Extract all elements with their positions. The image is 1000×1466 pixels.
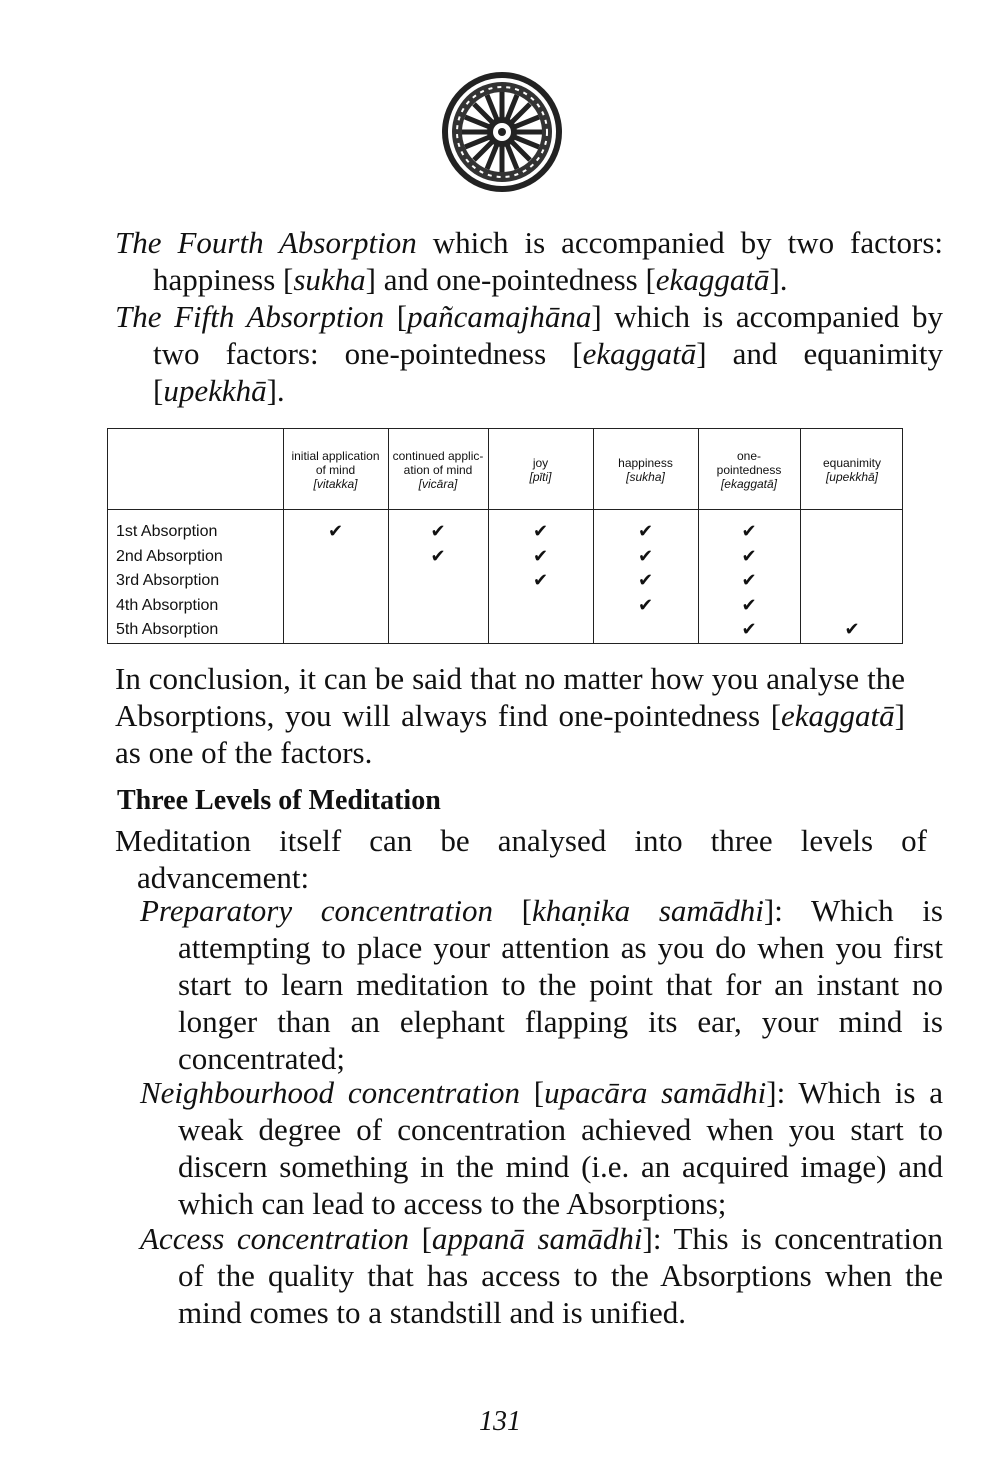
conclusion-paragraph: In conclusion, it can be said that no matter how you analyse the Absorptions, you will always find one-pointedness [ekaggatā] as one of the factors. [115, 661, 905, 770]
factor-header-pali: [vitakka] [313, 477, 358, 491]
section-heading: Three Levels of Meditation [117, 785, 441, 816]
fifth-absorption-paragraph: The Fifth Absorption [pañcamajhāna] which is accompanied by two factors: one-pointedness [ekaggatā] and equanimity [upekkhā]. [115, 299, 944, 408]
absorption-row-label: 2nd Absorption [116, 547, 223, 565]
check-mark-icon: ✔ [637, 521, 654, 542]
factor-header-text: of mind [315, 463, 356, 477]
check-mark-icon: ✔ [637, 570, 654, 591]
factor-header [488, 435, 593, 505]
check-mark-icon: ✔ [532, 521, 549, 542]
factor-header-text: continued applic- [392, 449, 484, 463]
check-mark-icon: ✔ [430, 521, 446, 542]
factor-header-text: ation of mind [403, 463, 473, 477]
check-mark-icon: ✔ [741, 545, 757, 567]
check-mark-icon: ✔ [637, 594, 654, 616]
level-title: Neighbourhood concentration [140, 1075, 520, 1110]
check-mark-icon: ✔ [741, 570, 757, 591]
dharma-wheel-icon [440, 70, 564, 194]
check-mark-icon: ✔ [532, 545, 549, 567]
factor-header-text: one- [736, 449, 762, 463]
factor-header-text: initial application [291, 449, 380, 463]
factor-header [388, 435, 488, 505]
check-mark-icon: ✔ [741, 619, 757, 640]
factor-header-pali: [sukha] [626, 470, 665, 484]
fourth-absorption-paragraph: The Fourth Absorption which is accompanied by two factors: happiness [sukha] and one-pointedness [ekaggatā]. [115, 225, 943, 297]
factor-header [593, 435, 698, 505]
factor-header-text: happiness [618, 456, 673, 470]
check-mark-icon: ✔ [637, 545, 654, 567]
intro-paragraph: Meditation itself can be analysed into three levels of advancement: [115, 823, 927, 895]
factor-header [698, 435, 800, 505]
level-access: Access concentration [appanā samādhi]: This is concentration of the quality that has access to the Absorptions when the mind comes to a standstill and is unified. [140, 1221, 943, 1330]
absorption-row-label: 3rd Absorption [116, 572, 220, 589]
factor-header-text: pointedness [716, 463, 782, 477]
factor-header-text: equanimity [822, 456, 882, 470]
factor-header [283, 435, 388, 505]
factor-header-pali: [vicāra] [418, 477, 458, 491]
factor-header-pali: [upekkhā] [825, 470, 879, 484]
fourth-absorption-title: The Fourth Absorption [115, 225, 417, 260]
check-mark-icon: ✔ [327, 521, 344, 542]
check-mark-icon: ✔ [741, 594, 757, 616]
absorption-factors-table [107, 428, 903, 644]
level-title: Preparatory concentration [140, 893, 493, 928]
factor-header [800, 435, 904, 505]
level-neighbourhood: Neighbourhood concentration [upacāra samādhi]: Which is a weak degree of concentration achieved when you start to discern something in the mind (i.e. an acquired image) and which can lead to access to the Absorptions; [140, 1075, 943, 1221]
absorption-row-label: 1st Absorption [116, 523, 218, 540]
check-mark-icon: ✔ [532, 570, 549, 591]
factor-header-pali: [pīti] [529, 470, 552, 484]
level-title: Access concentration [140, 1221, 410, 1256]
factor-header-pali: [ekaggatā] [720, 477, 778, 491]
absorption-row-label: 5th Absorption [116, 621, 219, 638]
page-number: 131 [479, 1406, 521, 1437]
level-preparatory: Preparatory concentration [khaṇika samādhi]: Which is attempting to place your attention as you do when you first start to learn meditation to the point that for an instant no longer than an elephant flapping its ear, your mind is concentrated; [140, 893, 943, 1076]
absorption-row-label: 4th Absorption [116, 596, 219, 614]
check-mark-icon: ✔ [430, 545, 446, 567]
check-mark-icon: ✔ [844, 619, 860, 640]
check-mark-icon: ✔ [741, 521, 757, 542]
factor-header-text: joy [532, 456, 549, 470]
header-divider [108, 509, 902, 510]
fifth-absorption-title: The Fifth Absorption [115, 299, 385, 334]
